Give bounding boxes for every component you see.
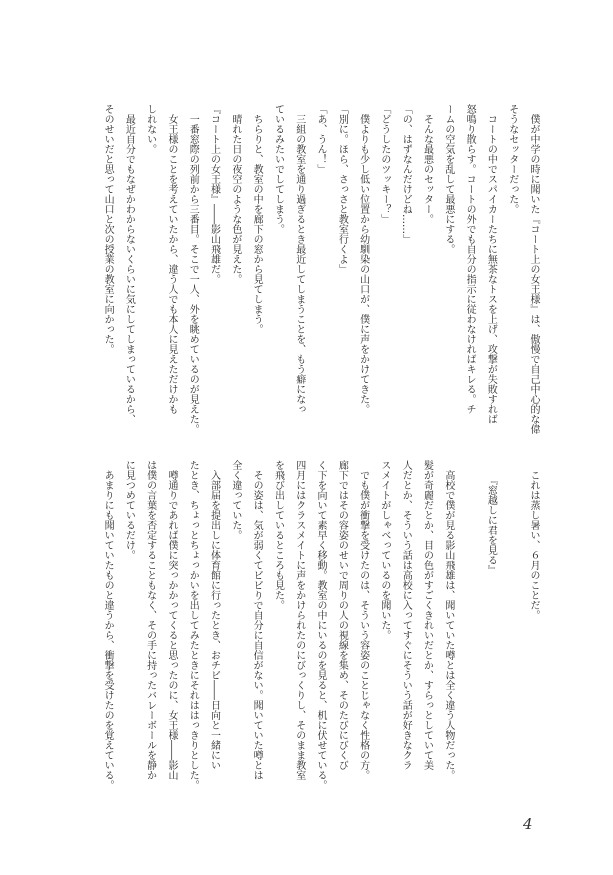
text-column: 『窓越しに君を見る』 bbox=[485, 460, 497, 575]
text-column: 『コート上の女王様』――影山飛雄だ。 bbox=[208, 104, 220, 284]
text-column: 人だとか、そういう話は高校に入ってすぐにそういう話が好きなクラ bbox=[400, 460, 412, 770]
text-column: そうなセッターだった。 bbox=[506, 104, 518, 214]
text-column: 晴れた日の夜空のような色が見えた。 bbox=[229, 104, 241, 284]
text-column: 高校で僕が見る影山飛雄は、聞いていた噂とは全く違う人物だった。 bbox=[442, 460, 454, 780]
text-column: 四月にはクラスメイトに声をかけられたのにびっくりし、そのまま教室 bbox=[293, 460, 305, 780]
text-column: に見つめているだけ。 bbox=[123, 460, 135, 560]
text-column: 「の、はずなんだけどね……」 bbox=[400, 104, 412, 244]
text-column: ームの空気を乱して最悪にする。 bbox=[442, 104, 454, 254]
text-column: く下を向いて素早く移動。教室の中にいるのを見ると、机に伏せている。 bbox=[315, 460, 327, 790]
text-block-bottom bbox=[96, 460, 544, 790]
text-column: 髪が奇麗だとか、目の色がすごくきれいだとか、すらっとしていて美 bbox=[421, 460, 433, 770]
text-column: 「どうしたのツッキー？」 bbox=[378, 104, 390, 224]
text-column: その姿は、気が弱くてビビりで自分に自信がない。聞いていた噂とは bbox=[251, 460, 263, 780]
text-block-top bbox=[96, 104, 544, 434]
text-column: 僕が中学の時に聞いた『コート上の女王様』は、傲慢で自己中心的な偉 bbox=[528, 104, 539, 434]
text-column: ているみたいでしてしまう。 bbox=[272, 104, 284, 234]
text-column: しれない。 bbox=[144, 104, 156, 154]
text-column bbox=[459, 460, 480, 790]
text-column: 一番窓際の列前から三番目。そこで一人、外を眺めているのが見えた。 bbox=[187, 104, 199, 434]
text-column: そのせいだと思って山口と次の授業の教室に向かった。 bbox=[102, 104, 114, 354]
text-column: は僕の言葉を否定することもなく、その手に持ったバレーボールを静か bbox=[144, 460, 156, 780]
text-column: 怒鳴り散らす。コートの外でも自分の指示に従わなければキレる。チ bbox=[464, 104, 476, 414]
text-column: でも僕が衝撃を受けたのは、そういう容姿のことじゃなく性格の方。 bbox=[357, 460, 369, 780]
text-column: を飛び出しているところも見た。 bbox=[272, 460, 284, 610]
text-column: コートの中でスパイカーたちに無茶なトスを上げ、攻撃が失敗すれば bbox=[485, 104, 497, 424]
text-column: たとき、ちょっとちょっかいを出してみたときにそれははっきりとした。 bbox=[187, 460, 199, 790]
text-column: 「あ、うん！」 bbox=[315, 104, 327, 174]
text-column: あまりにも聞いていたものと違うから、衝撃を受けたのを覚えている。 bbox=[102, 460, 114, 790]
text-column: ちらりと、教室の中を廊下の窓から見てしまう。 bbox=[251, 104, 263, 334]
text-column: これは蒸し暑い、６月のことだ。 bbox=[528, 460, 539, 620]
text-column: 最近自分でもなぜかわからないくらいに気にしてしまっているから、 bbox=[123, 104, 135, 424]
text-column: 噂通りであれば僕に突っかかってくると思ったのに、女王様――影山 bbox=[165, 460, 177, 780]
text-column: 入部届を提出しに体育館に行ったとき、おチビ――日向と一緒にい bbox=[208, 460, 220, 770]
text-column: 三組の教室を通り過ぎるとき最近してしまうことを、もう癖になっ bbox=[293, 104, 305, 414]
text-column: 廊下ではその容姿のせいで周りの人の視線を集め、そのたびにびくび bbox=[336, 460, 348, 770]
text-column: 「別に。ほら、さっさと教室行くよ」 bbox=[336, 104, 348, 274]
text-column bbox=[501, 460, 522, 790]
text-column: 全く違っていた。 bbox=[229, 460, 241, 540]
page-number: 4 bbox=[523, 815, 533, 833]
text-column: 僕よりも少し低い位置から幼馴染の山口が、僕に声をかけてきた。 bbox=[357, 104, 369, 414]
text-column: 女王様のことを考えていたから、違う人でも本人に見えただけかも bbox=[165, 104, 177, 414]
text-column: スメイトがしゃべっているのを聞いた。 bbox=[378, 460, 390, 640]
text-column: そんな最悪のセッター。 bbox=[421, 104, 433, 224]
